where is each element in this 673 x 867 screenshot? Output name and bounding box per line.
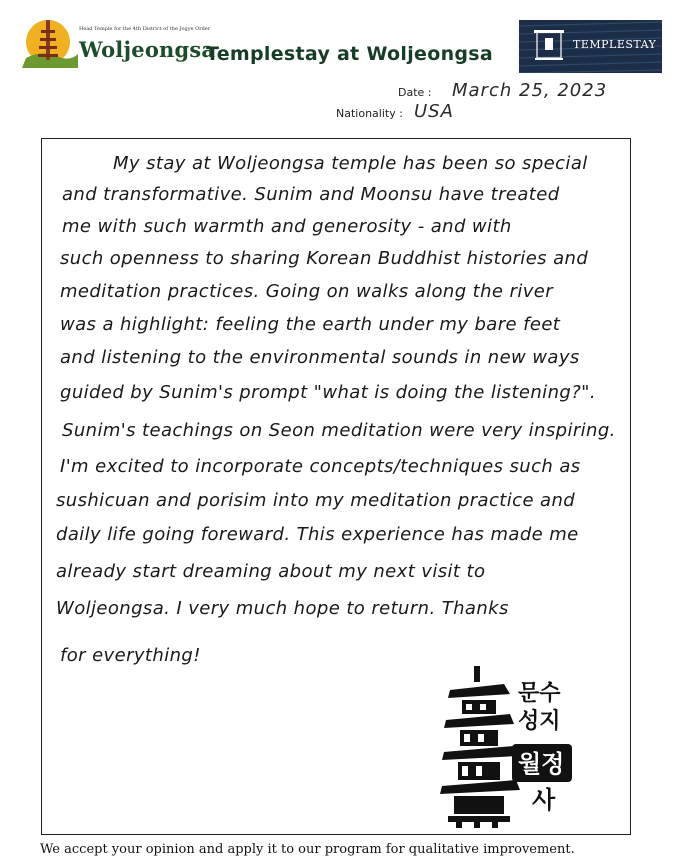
letter-line: already start dreaming about my next visit to bbox=[56, 561, 486, 582]
letter-line: sushicuan and porisim into my meditation practice and bbox=[56, 490, 576, 511]
letter-line: was a highlight: feeling the earth under my bare feet bbox=[60, 314, 561, 335]
letter-line: My stay at Woljeongsa temple has been so special bbox=[113, 153, 588, 174]
pagoda-seal-icon bbox=[440, 660, 580, 830]
pagoda-sun-icon bbox=[22, 12, 78, 68]
seal-text-line3: 월정 bbox=[518, 750, 565, 778]
seal-text-line1: 문수 bbox=[518, 681, 561, 706]
letter-line: Woljeongsa. I very much hope to return. Thanks bbox=[56, 598, 509, 619]
letter-line: for everything! bbox=[60, 645, 201, 666]
letter-line: me with such warmth and generosity - and with bbox=[62, 216, 512, 237]
page-header bbox=[0, 0, 673, 80]
seal-text-line4: 사 bbox=[532, 786, 556, 814]
letter-line: and listening to the environmental sounds in new ways bbox=[60, 347, 580, 368]
letter-line: I'm excited to incorporate concepts/techniques such as bbox=[60, 456, 581, 477]
page-title: Templestay at Woljeongsa bbox=[206, 43, 494, 65]
letter-line: meditation practices. Going on walks along the river bbox=[60, 281, 554, 302]
nationality-value: USA bbox=[414, 101, 454, 122]
letter-line: guided by Sunim's prompt "what is doing the listening?". bbox=[60, 382, 596, 403]
letter-line: Sunim's teachings on Seon meditation were very inspiring. bbox=[62, 420, 616, 441]
woljeongsa-logo bbox=[22, 12, 216, 68]
logo-name: Woljeongsa bbox=[79, 37, 216, 62]
date-value: March 25, 2023 bbox=[452, 80, 608, 101]
nationality-label: Nationality : bbox=[336, 107, 403, 120]
letter-line: and transformative. Sunim and Moonsu have treated bbox=[62, 184, 560, 205]
templestay-badge bbox=[519, 20, 662, 73]
footer-note: We accept your opinion and apply it to our program for qualitative improvement. bbox=[40, 842, 575, 857]
seal-text-line2: 성지 bbox=[518, 709, 561, 734]
logo-tagline: Head Temple for the 4th District of the Jogye Order bbox=[79, 26, 211, 32]
letter-line: such openness to sharing Korean Buddhist histories and bbox=[60, 248, 589, 269]
date-label: Date : bbox=[398, 86, 432, 99]
badge-label: TEMPLESTAY bbox=[573, 38, 657, 51]
letter-line: daily life going foreward. This experience has made me bbox=[56, 524, 579, 545]
temple-seal bbox=[440, 660, 580, 830]
